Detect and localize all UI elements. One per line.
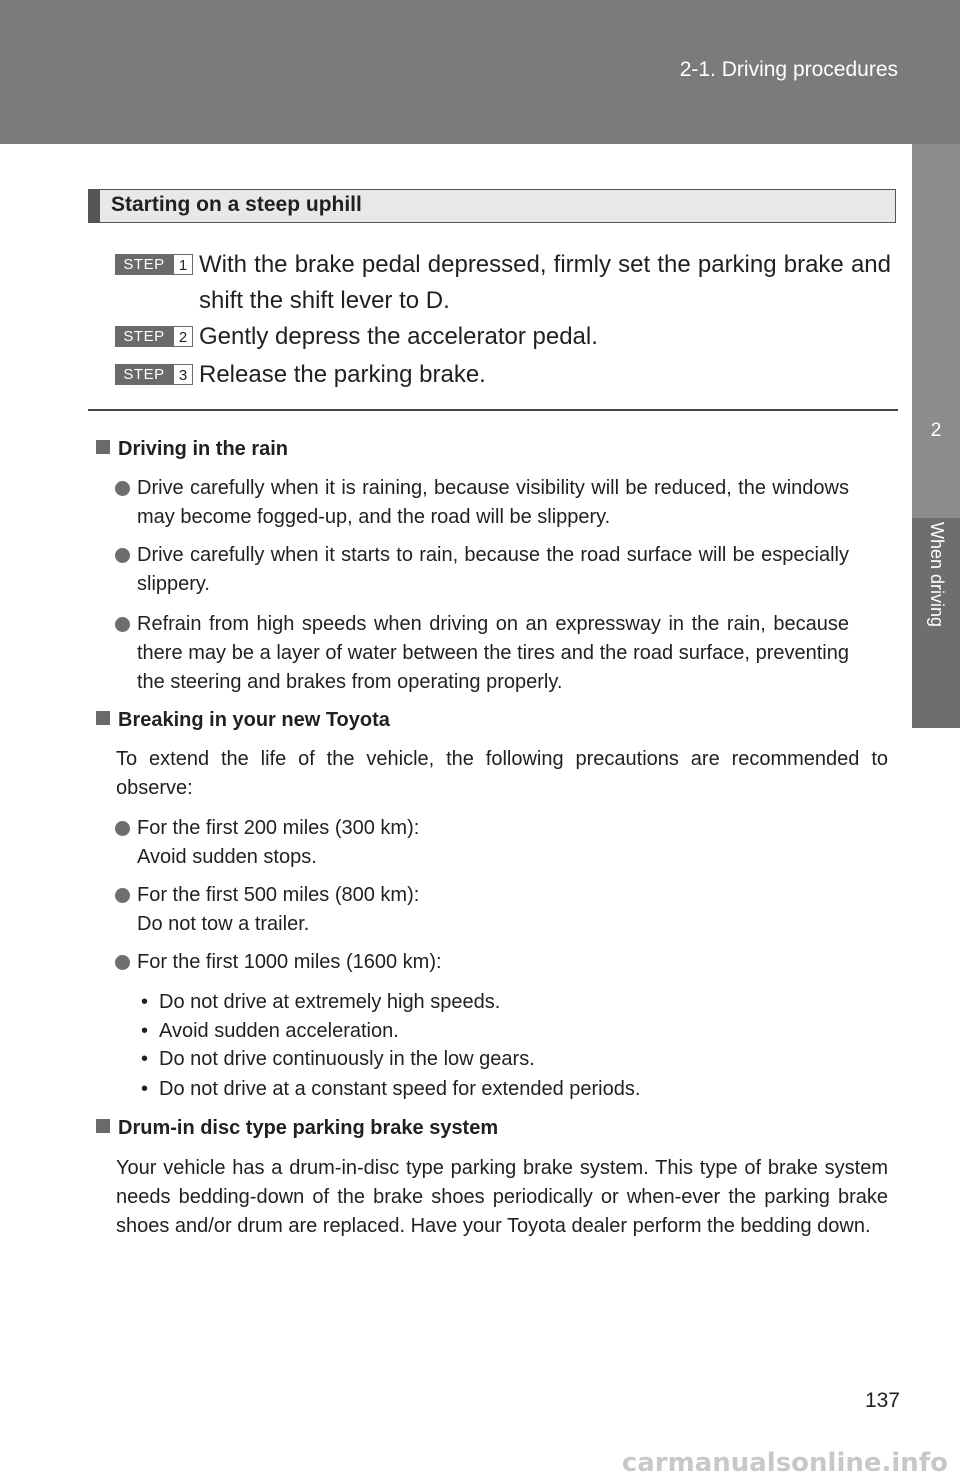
- list-item-line: Avoid sudden stops.: [137, 846, 317, 868]
- round-bullet-icon: [115, 617, 130, 632]
- list-item-text: [137, 881, 849, 939]
- step-badge-word: STEP: [115, 326, 173, 347]
- sub-item-mark: •: [141, 991, 149, 1013]
- list-item-line: For the first 200 miles (300 km):: [137, 817, 420, 839]
- step-text: With the brake pedal depressed, firmly set the parking brake and shift the shift lever to D.: [199, 251, 891, 314]
- section-divider: [88, 409, 898, 411]
- square-bullet-icon: [96, 1119, 110, 1133]
- sub-item-mark: •: [141, 1020, 149, 1042]
- list-item-text: Drive carefully when it starts to rain, because the road surface will be especially slippery.: [137, 544, 849, 595]
- list-item-line: For the first 1000 miles (1600 km):: [137, 951, 442, 973]
- step-badge: [115, 254, 193, 275]
- section-title: Starting on a steep uphill: [111, 193, 362, 216]
- round-bullet-icon: [115, 888, 130, 903]
- chapter-tab: [912, 144, 960, 518]
- step-badge-number: 2: [173, 326, 193, 347]
- step-badge-number: 3: [173, 364, 193, 385]
- chapter-label: When driving: [927, 522, 947, 628]
- step-badge: [115, 364, 193, 385]
- section-title-bar: [89, 190, 100, 222]
- list-item-line: Do not tow a trailer.: [137, 913, 310, 935]
- step-badge: [115, 326, 193, 347]
- heading-text: Breaking in your new Toyota: [118, 709, 390, 731]
- heading-breaking-in: [96, 706, 390, 734]
- round-bullet-icon: [115, 955, 130, 970]
- heading-rain: [96, 435, 288, 463]
- sub-item-mark: •: [141, 1078, 149, 1100]
- breadcrumb: 2-1. Driving procedures: [679, 58, 898, 81]
- sub-item-mark: •: [141, 1048, 149, 1070]
- heading-text: Drum-in disc type parking brake system: [118, 1117, 499, 1139]
- square-bullet-icon: [96, 440, 110, 454]
- chapter-number: 2: [930, 420, 942, 441]
- round-bullet-icon: [115, 548, 130, 563]
- watermark: carmanualsonline.info: [621, 1448, 948, 1478]
- round-bullet-icon: [115, 481, 130, 496]
- chapter-label-tab: [912, 518, 960, 728]
- sub-item-text: Do not drive at a constant speed for extended periods.: [159, 1078, 641, 1100]
- square-bullet-icon: [96, 711, 110, 725]
- list-item-text: Refrain from high speeds when driving on an expressway in the rain, because there may be a layer of water between the tires and the road surface, preventing the steering and brakes from operating properly.: [137, 613, 849, 693]
- section-title-box: [88, 189, 896, 223]
- list-item-text: [137, 814, 849, 872]
- heading-drum-brake: [96, 1114, 498, 1142]
- drum-brake-text: Your vehicle has a drum-in-disc type parking brake system. This type of brake system needs bedding-down of the brake shoes periodically or when-ever the parking brake shoes and/or drum are replaced. Have your Toyota dealer perform the bedding down.: [116, 1157, 888, 1237]
- list-item-text: [137, 948, 849, 977]
- breaking-in-intro: To extend the life of the vehicle, the following precautions are recommended to observe:: [116, 748, 888, 799]
- list-item-line: For the first 500 miles (800 km):: [137, 884, 420, 906]
- step-text: Gently depress the accelerator pedal.: [199, 323, 598, 350]
- step-text: Release the parking brake.: [199, 361, 486, 388]
- sub-item-text: Do not drive continuously in the low gears.: [159, 1048, 535, 1070]
- round-bullet-icon: [115, 821, 130, 836]
- step-badge-word: STEP: [115, 364, 173, 385]
- sub-item-text: Do not drive at extremely high speeds.: [159, 991, 501, 1013]
- sub-item-text: Avoid sudden acceleration.: [159, 1020, 399, 1042]
- heading-text: Driving in the rain: [118, 438, 289, 460]
- step-badge-word: STEP: [115, 254, 173, 275]
- list-item-text: Drive carefully when it is raining, because visibility will be reduced, the windows may become fogged-up, and the road will be slippery.: [137, 477, 849, 528]
- page-number: 137: [864, 1389, 900, 1412]
- step-badge-number: 1: [173, 254, 193, 275]
